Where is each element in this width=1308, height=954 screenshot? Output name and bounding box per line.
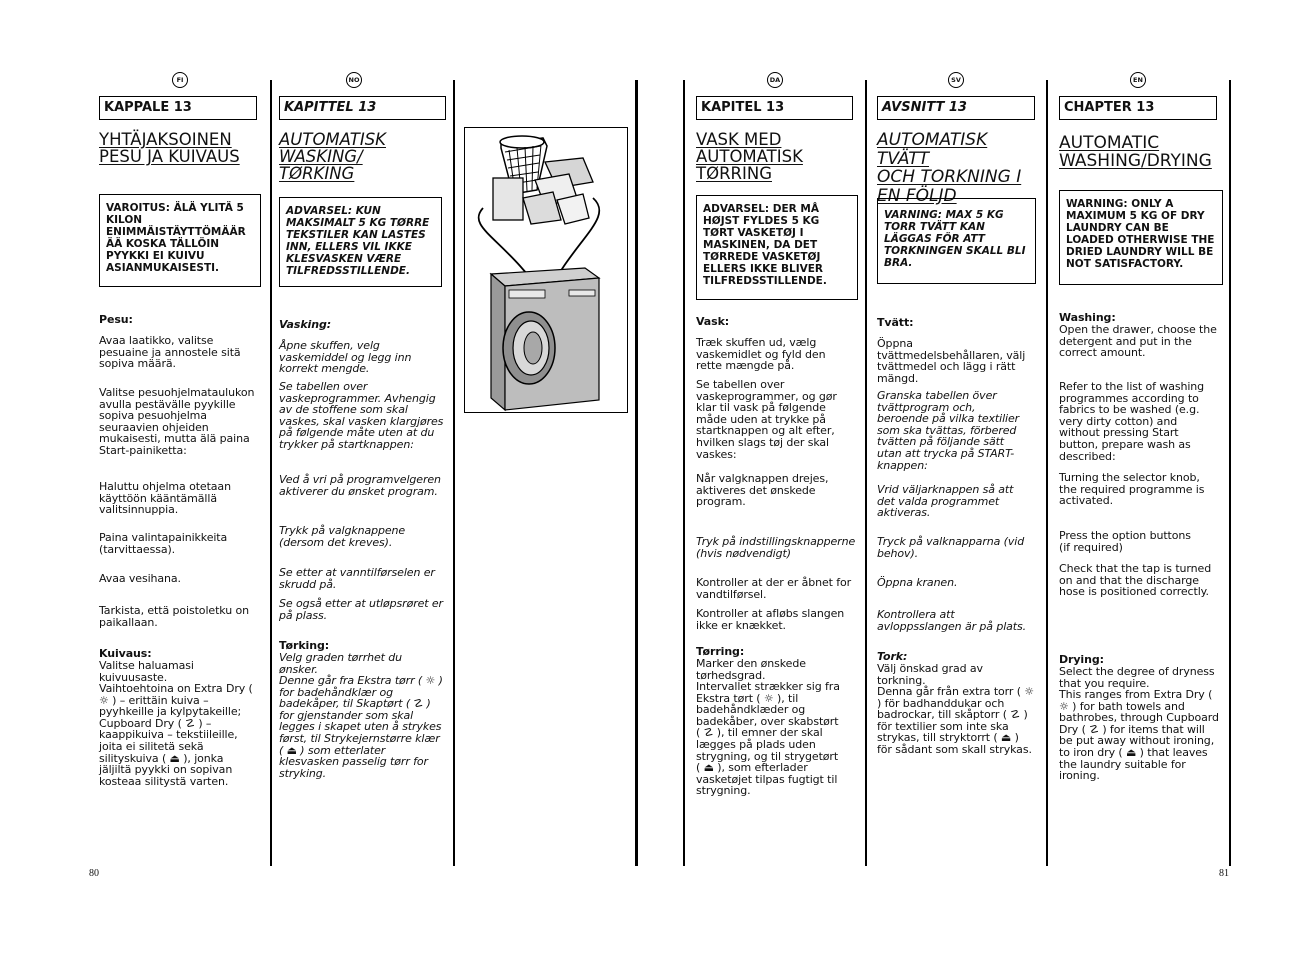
page-number-right: 81	[1219, 868, 1229, 879]
wash-step-2: Valitse pesuohjelmataulukon avulla pestävälle pyykille sopiva pesuohjelma seuraavien ohjeiden mukaisesti, mutta älä paina Start-painiketta:	[99, 386, 255, 457]
divider-sv-en	[1046, 80, 1048, 866]
dry-step-2: This ranges from Extra Dry ( ☼ ) for bath towels and bathrobes, through Cupboard Dry ( ☡ ) for items that will be put away without ironing, to iron dry ( ⏏ ) that leaves the laundry suitable for ironing.	[1059, 688, 1219, 783]
chapter-label: KAPPALE 13	[99, 96, 257, 120]
chapter-label: KAPITTEL 13	[279, 96, 446, 120]
dry-heading: Drying:	[1059, 653, 1104, 666]
wash-heading: Vask:	[696, 315, 730, 328]
page-number-left: 80	[89, 868, 99, 879]
language-flag-sv: SV	[948, 72, 964, 88]
wash-step-5: Se etter at vanntilførselen er skrudd på.	[279, 566, 435, 591]
wash-step-5: Check that the tap is turned on and that the discharge hose is positioned correctly.	[1059, 562, 1212, 599]
section-title: AUTOMATIC WASHING/DRYING	[1059, 133, 1212, 171]
dry-heading: Tørking:	[279, 639, 330, 652]
dry-step-1: Valitse haluamasi kuivuusaste.	[99, 659, 194, 684]
center-fold	[635, 80, 638, 866]
chapter-label: KAPITEL 13	[696, 96, 853, 120]
wash-step-3: Turning the selector knob, the required programme is activated.	[1059, 471, 1205, 508]
warning-box: VAROITUS: ÄLÄ YLITÄ 5 KILON ENIMMÄISTÄYTTÖMÄÄR ÄÄ KOSKA TÄLLÖIN PYYKKI EI KUIVU ASIANMUKAISESTI.	[99, 194, 261, 287]
wash-heading: Vasking:	[279, 318, 332, 331]
dry-step-1: Velg graden tørrhet du ønsker.	[279, 651, 403, 676]
wash-step-4: Tryck på valknapparna (vid behov).	[877, 535, 1025, 560]
chapter-label: AVSNITT 13	[877, 96, 1035, 120]
wash-step-6: Se også etter at utløpsrøret er på plass.	[279, 597, 443, 622]
divider-left-da	[683, 80, 685, 866]
dry-step-2: Vaihtoehtoina on Extra Dry ( ☼ ) – erittäin kuiva – pyyhkeille ja kylpytakeille; Cupboard Dry ( ☡ ) – kaappikuiva – tekstiileille, joita ei silitetä sekä silityskuiva ( ⏏ ), jonka jäljiltä pyykki on sopivan kosteaa silitystä varten.	[99, 682, 253, 788]
language-flag-no: NO	[346, 72, 362, 88]
wash-step-6: Kontrollera att avloppsslangen är på plats.	[877, 608, 1027, 633]
wash-heading: Tvätt:	[877, 316, 914, 329]
warning-box: ADVARSEL: DER MÅ HØJST FYLDES 5 KG TØRT VASKETØJ I MASKINEN, DA DET TØRREDE VASKETØJ ELLERS IKKE BLIVER TILFREDSSTILLENDE.	[696, 195, 858, 300]
dry-step-2: Denna går från extra torr ( ☼ ) för badhanddukar och badrockar, till skåptorr ( ☡ ) för textilier som inte ska strykas, till stryktorrt ( ⏏ ) för sådant som skall strykas.	[877, 685, 1035, 756]
warning-box: VARNING: MAX 5 KG TORR TVÄTT KAN LÄGGAS FÖR ATT TORKNINGEN SKALL BLI BRA.	[877, 198, 1036, 284]
divider-right-edge	[1229, 80, 1231, 866]
dry-step-1: Välj önskad grad av torkning.	[877, 662, 983, 687]
wash-heading: Washing:	[1059, 311, 1116, 324]
wash-step-4: Paina valintapainikkeita (tarvittaessa).	[99, 531, 228, 556]
section-title: VASK MED AUTOMATISK TØRRING	[696, 130, 803, 183]
wash-step-1: Avaa laatikko, valitse pesuaine ja annostele sitä sopiva määrä.	[99, 334, 241, 371]
washing-machine-illustration	[464, 127, 628, 413]
dry-heading: Kuivaus:	[99, 647, 152, 660]
wash-heading: Pesu:	[99, 313, 133, 326]
wash-step-1: Open the drawer, choose the detergent and put in the correct amount.	[1059, 323, 1217, 360]
dry-heading: Tørring:	[696, 645, 745, 658]
warning-box: WARNING: ONLY A MAXIMUM 5 KG OF DRY LAUNDRY CAN BE LOADED OTHERWISE THE DRIED LAUNDRY WILL BE NOT SATISFACTORY.	[1059, 190, 1223, 285]
wash-step-5: Avaa vesihana.	[99, 572, 181, 585]
wash-step-5: Kontroller at der er åbnet for vandtilførsel.	[696, 576, 852, 601]
wash-step-3: Ved å vri på programvelgeren aktiverer du ønsket program.	[279, 473, 441, 498]
dry-step-2: Intervallet strækker sig fra Ekstra tørt ( ☼ ), til badehåndklæder og badekåber, over skabstørt ( ☡ ), til emner der skal lægges på plads uden strygning, og til strygetørt ( ⏏ ), som efterlader vasketøjet tilpas fugtigt til strygning.	[696, 680, 840, 798]
washing-machine-icon	[491, 268, 599, 410]
wash-step-2: Refer to the list of washing programmes according to fabrics to be washed (e.g. very dirty cotton) and without pressing Start button, prepare wash as described:	[1059, 380, 1205, 463]
wash-step-1: Åpne skuffen, velg vaskemiddel og legg inn korrekt mengde.	[279, 339, 412, 376]
wash-step-1: Öppna tvättmedelsbehållaren, välj tvättmedel och lägg i rätt mängd.	[877, 337, 1026, 385]
dry-step-1: Marker den ønskede tørhedsgrad.	[696, 657, 806, 682]
machine-with-laundry-svg	[465, 128, 627, 412]
section-title: YHTÄJAKSOINEN PESU JA KUIVAUS	[99, 130, 240, 166]
language-flag-fi: FI	[172, 72, 188, 88]
wash-step-5: Öppna kranen.	[877, 576, 958, 589]
wash-step-3: Når valgknappen drejes, aktiveres det ønskede program.	[696, 472, 829, 509]
dry-heading: Tork:	[877, 650, 908, 663]
wash-step-3: Vrid väljarknappen så att det valda programmet aktiveras.	[877, 483, 1014, 520]
wash-step-1: Træk skuffen ud, vælg vaskemidlet og fyld den rette mængde på.	[696, 336, 826, 373]
wash-step-2: Se tabellen over vaskeprogrammer. Avhengig av de stoffene som skal vaskes, skal vasken klargjøres på følgende måte uten at du trykker på startknappen:	[279, 380, 444, 451]
divider-da-sv	[865, 80, 867, 866]
wash-step-6: Tarkista, että poistoletku on paikallaan.	[99, 604, 249, 629]
wash-step-3: Haluttu ohjelma otetaan käyttöön kääntämällä valitsinnuppia.	[99, 480, 231, 517]
divider-no-fig	[453, 80, 455, 866]
dry-step-1: Select the degree of dryness that you require.	[1059, 665, 1215, 690]
section-title: AUTOMATISK TVÄTT OCH TORKNING I EN FÖLJD	[877, 130, 1022, 206]
chapter-label: CHAPTER 13	[1059, 96, 1217, 120]
warning-box: ADVARSEL: KUN MAKSIMALT 5 KG TØRRE TEKSTILER KAN LASTES INN, ELLERS VIL IKKE KLESVASKEN VÆRE TILFREDSSTILLENDE.	[279, 197, 442, 287]
divider-fi-no	[270, 80, 272, 866]
wash-step-6: Kontroller at afløbs slangen ikke er knækket.	[696, 607, 845, 632]
section-title: AUTOMATISK WASKING/ TØRKING	[279, 130, 386, 183]
language-flag-en: EN	[1130, 72, 1146, 88]
wash-step-2: Se tabellen over vaskeprogrammer, og gør klar til vask på følgende måde uden at trykke på startknappen og alt efter, hvilken slags tøj der skal vaskes:	[696, 378, 837, 461]
wash-step-2: Granska tabellen över tvättprogram och, beroende på vilka textilier som ska tvättas, förbered tvätten på följande sätt utan att trycka på START-knappen:	[877, 389, 1020, 472]
wash-step-4: Tryk på indstillingsknapperne (hvis nødvendigt)	[696, 535, 856, 560]
dry-step-2: Denne går fra Ekstra tørr ( ☼ ) for badehåndklær og badekåper, til Skaptørt ( ☡ ) for gjenstander som skal legges i skapet uten å strykes først, til Strykejernstørre klær ( ⏏ ) som etterlater klesvasken passelig tørr for stryking.	[279, 674, 443, 780]
language-flag-da: DA	[767, 72, 783, 88]
wash-step-4: Press the option buttons (if required)	[1059, 529, 1191, 554]
wash-step-4: Trykk på valgknappene (dersom det kreves).	[279, 524, 406, 549]
